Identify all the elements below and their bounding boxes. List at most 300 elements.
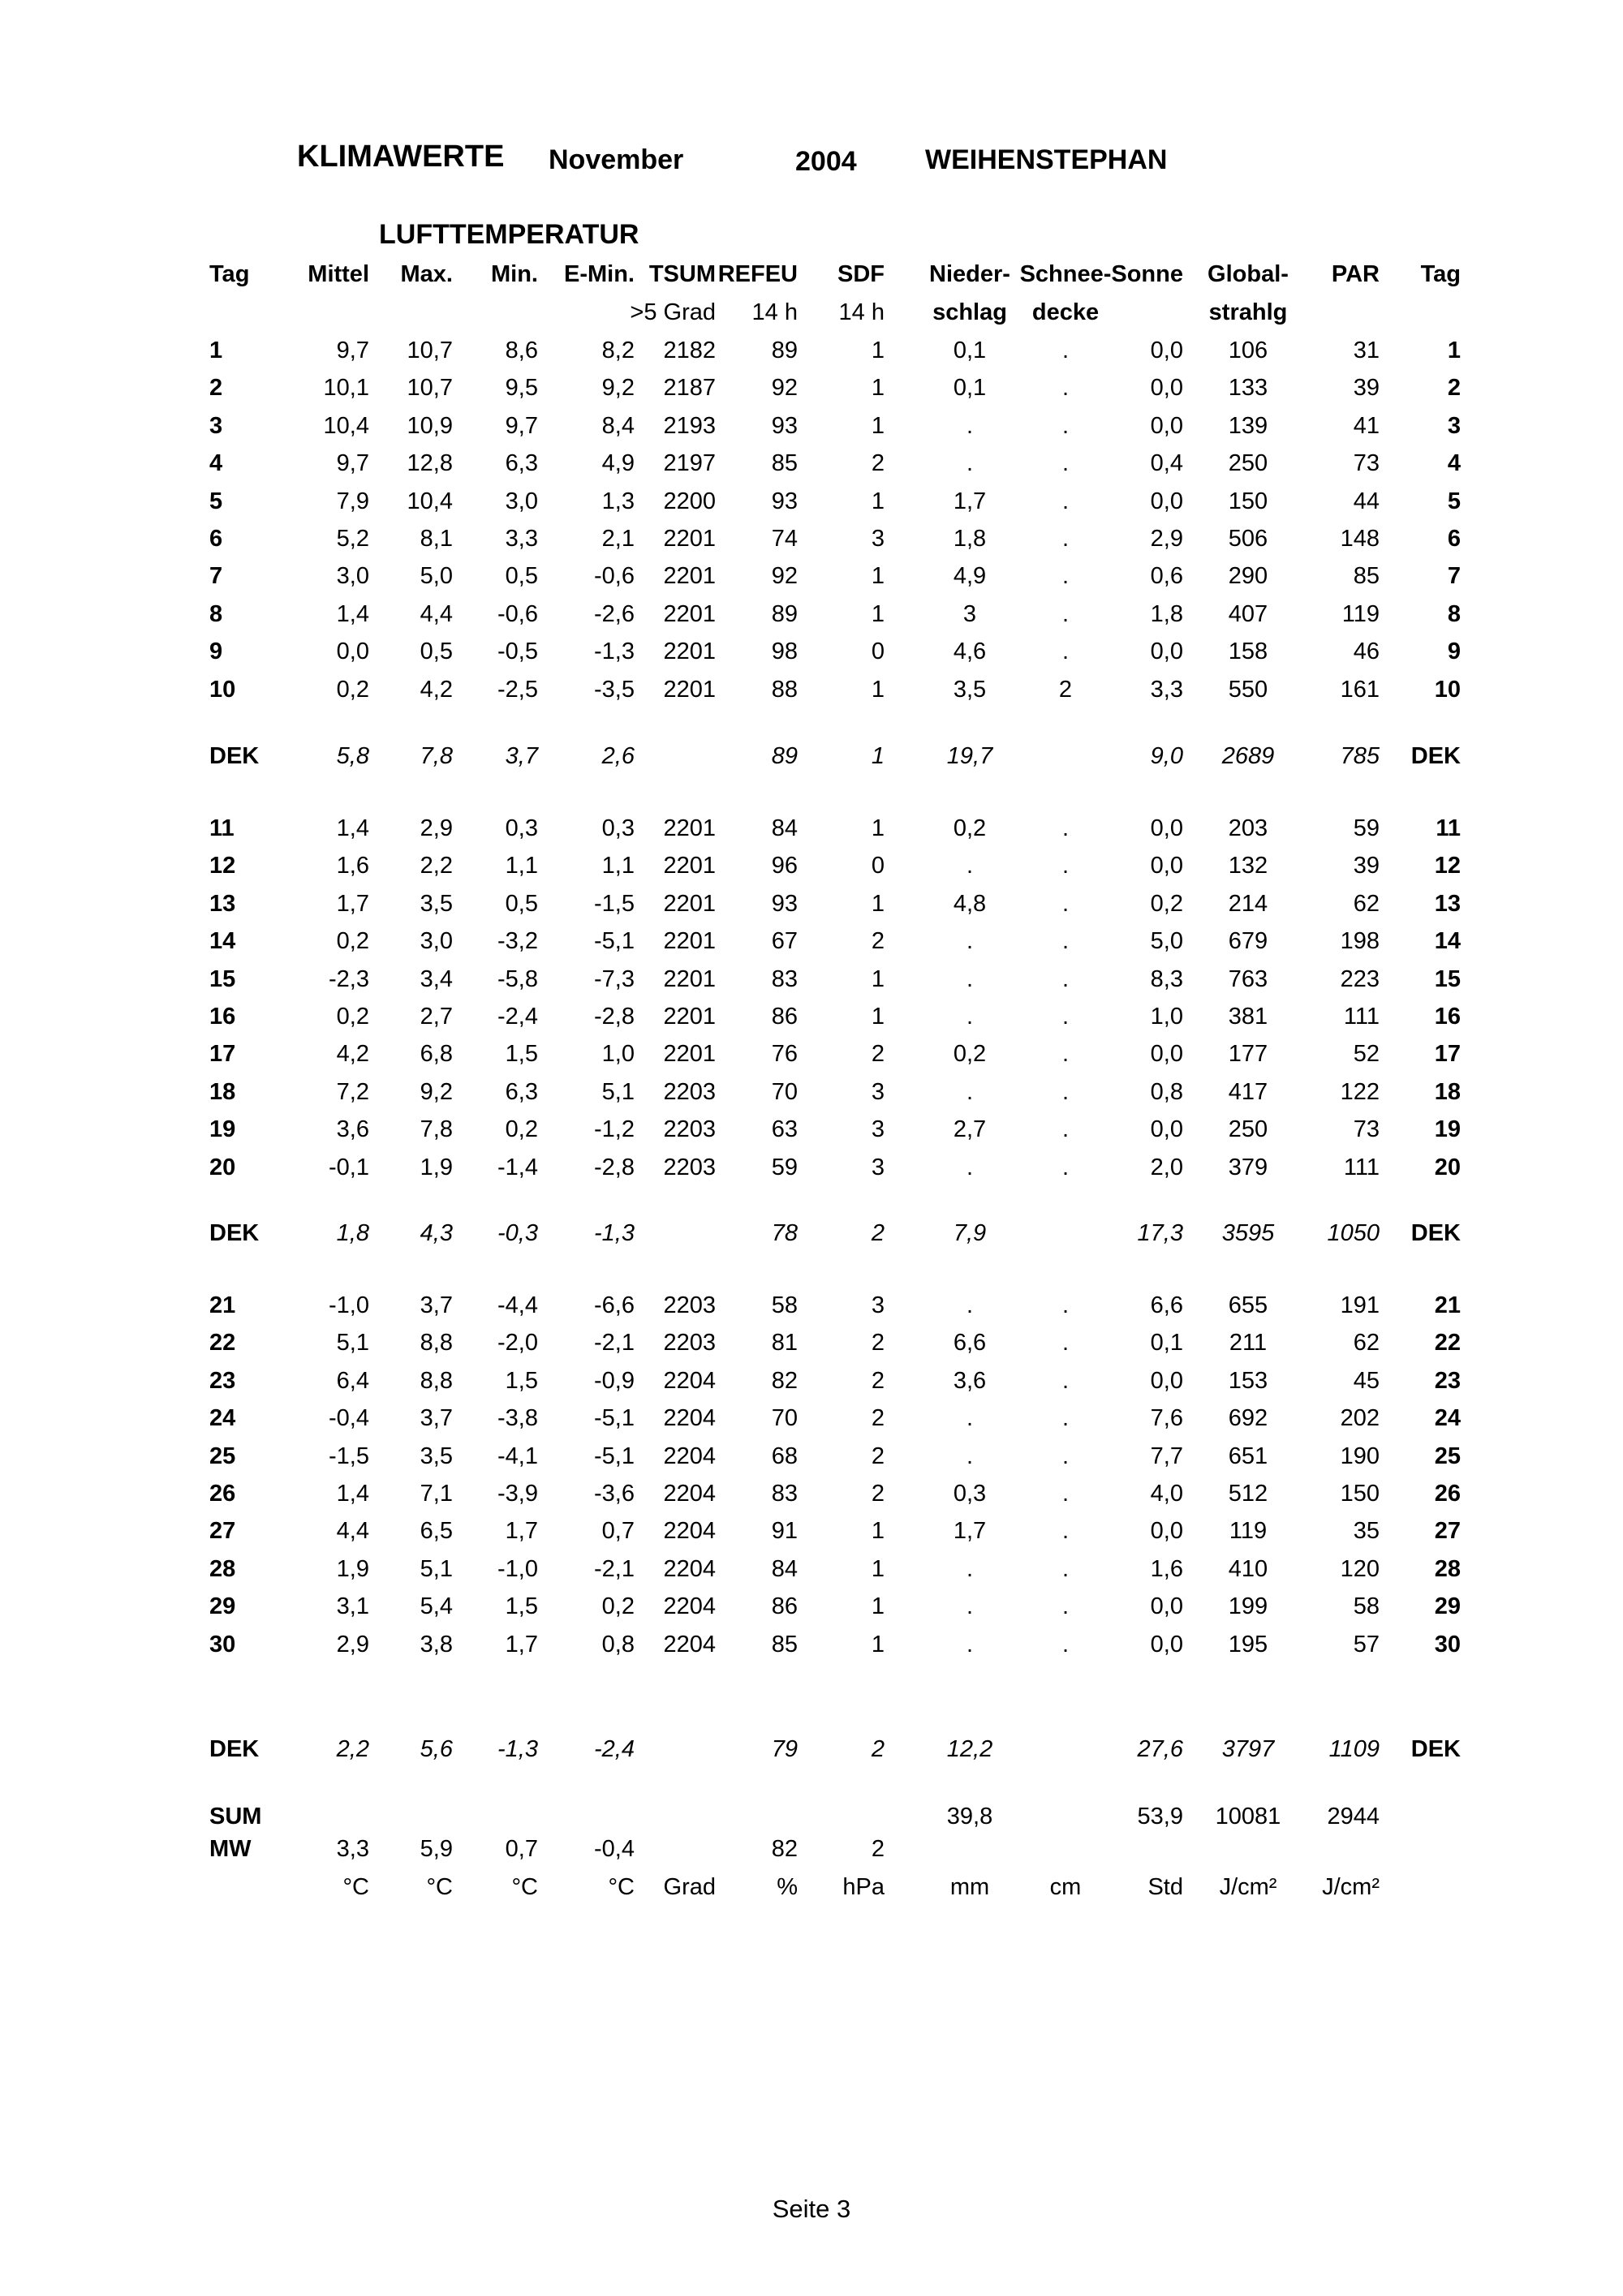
day-row-tsum: 2204 [663,1555,716,1582]
day-row-min: -2,5 [497,676,538,703]
day-row-min: 3,3 [505,526,538,552]
day-row-mittel: 1,6 [336,853,369,879]
day-row-max: 2,7 [420,1004,453,1030]
day-row-tag-right: 29 [1434,1593,1461,1620]
day-row-tag: 12 [209,853,236,879]
day-row-refeu: 88 [771,676,798,703]
day-row-emin: 0,3 [601,815,635,841]
day-row-schneedecke: . [1061,1330,1070,1357]
day-row-mittel: 1,9 [336,1555,369,1582]
header-max: Max. [400,261,453,287]
day-row-emin: -3,6 [594,1481,635,1507]
day-row-refeu: 83 [771,965,798,992]
day-row-sonne: 3,3 [1150,676,1183,703]
day-row-schneedecke: . [1061,1518,1070,1545]
day-row-emin: -2,8 [594,1154,635,1180]
day-row-tag-right: 8 [1447,600,1461,627]
dek-row-max: 4,3 [420,1220,453,1246]
day-row-niederschlag: . [966,1154,974,1180]
day-row-globalstrahlung: 679 [1228,928,1268,955]
day-row-niederschlag: 0,2 [953,1041,987,1068]
day-row-sonne: 0,0 [1150,638,1183,665]
day-row-max: 3,5 [420,890,453,917]
day-row-tsum: 2204 [663,1631,716,1658]
day-row-par: 57 [1353,1631,1380,1658]
day-row-refeu: 67 [771,928,798,955]
day-row-par: 190 [1340,1443,1380,1469]
day-row-tsum: 2203 [663,1116,716,1143]
day-row-emin: 0,8 [601,1631,635,1658]
day-row-sonne: 4,0 [1150,1481,1183,1507]
day-row-tsum: 2193 [663,412,716,439]
day-row-tag: 27 [209,1518,236,1545]
dek-row-par: 1050 [1327,1220,1380,1246]
day-row-min: 0,3 [505,815,538,841]
day-row-par: 45 [1353,1367,1380,1394]
day-row-tsum: 2201 [663,815,716,841]
day-row-refeu: 91 [771,1518,798,1545]
dek-row-niederschlag: 7,9 [953,1220,987,1246]
sum-row-par: 2944 [1327,1804,1380,1829]
dek-row-mittel: 1,8 [336,1220,369,1246]
day-row-tag-right: 23 [1434,1367,1461,1394]
day-row-par: 120 [1340,1555,1380,1582]
sum-row-tag: SUM [209,1804,262,1829]
day-row-par: 198 [1340,928,1380,955]
day-row-max: 7,8 [420,1116,453,1143]
day-row-tag-right: 28 [1434,1555,1461,1582]
day-row-globalstrahlung: 150 [1228,488,1268,514]
day-row-sdf: 1 [871,412,885,439]
dek-row-min: -0,3 [497,1220,538,1246]
day-row-tag-right: 26 [1434,1481,1461,1507]
day-row-globalstrahlung: 512 [1228,1481,1268,1507]
day-row-emin: -1,3 [594,638,635,665]
day-row-schneedecke: . [1061,965,1070,992]
day-row-sdf: 1 [871,563,885,590]
day-row-schneedecke: . [1061,600,1070,627]
day-row-tsum: 2204 [663,1443,716,1469]
dek-row-tag-right: DEK [1410,743,1461,769]
day-row-max: 6,8 [420,1041,453,1068]
day-row-max: 3,8 [420,1631,453,1658]
day-row-mittel: -2,3 [329,965,369,992]
day-row-tag-right: 17 [1434,1041,1461,1068]
day-row-tag: 8 [209,600,223,627]
day-row-par: 202 [1340,1405,1380,1432]
day-row-schneedecke: . [1061,488,1070,514]
day-row-sdf: 1 [871,676,885,703]
day-row-schneedecke: . [1061,1631,1070,1658]
day-row-emin: -1,5 [594,890,635,917]
day-row-min: -4,4 [497,1292,538,1318]
day-row-min: 9,5 [505,375,538,402]
day-row-sonne: 1,8 [1150,600,1183,627]
day-row-refeu: 92 [771,563,798,590]
day-row-emin: -5,1 [594,1405,635,1432]
unit-sonne: Std [1147,1874,1183,1900]
header-tag-right: Tag [1420,261,1461,287]
day-row-mittel: -1,5 [329,1443,369,1469]
day-row-schneedecke: . [1061,928,1070,955]
header-refeu: REFEU [717,261,798,287]
day-row-tag-right: 9 [1447,638,1461,665]
section-title: LUFTTEMPERATUR [379,219,639,250]
day-row-mittel: 7,9 [336,488,369,514]
day-row-max: 10,9 [407,412,453,439]
day-row-globalstrahlung: 195 [1228,1631,1268,1658]
day-row-tag-right: 14 [1434,928,1461,955]
day-row-sdf: 1 [871,1631,885,1658]
day-row-mittel: 4,2 [336,1041,369,1068]
day-row-max: 8,8 [420,1330,453,1357]
day-row-tag-right: 24 [1434,1405,1461,1432]
day-row-tsum: 2197 [663,450,716,477]
day-row-tag-right: 6 [1447,526,1461,552]
day-row-refeu: 74 [771,526,798,552]
day-row-max: 9,2 [420,1078,453,1105]
day-row-tag: 1 [209,338,223,363]
day-row-max: 2,9 [420,815,453,841]
day-row-sdf: 0 [871,853,885,879]
day-row-min: -0,5 [497,638,538,665]
day-row-tsum: 2201 [663,563,716,590]
day-row-schneedecke: . [1061,890,1070,917]
day-row-emin: 8,4 [601,412,635,439]
day-row-niederschlag: . [966,928,974,955]
dek-row-niederschlag: 12,2 [946,1736,993,1762]
day-row-globalstrahlung: 407 [1228,600,1268,627]
dek-row-sonne: 17,3 [1137,1220,1183,1246]
day-row-niederschlag: 0,1 [953,375,987,402]
day-row-globalstrahlung: 177 [1228,1041,1268,1068]
station-name: WEIHENSTEPHAN [925,144,1168,175]
header-niederschlag: Nieder- [929,261,1010,287]
day-row-sdf: 2 [871,1481,885,1507]
day-row-tag: 9 [209,638,223,665]
day-row-min: -1,4 [497,1154,538,1180]
day-row-schneedecke: . [1061,375,1070,402]
day-row-max: 3,7 [420,1292,453,1318]
day-row-tag-right: 27 [1434,1518,1461,1545]
day-row-tsum: 2204 [663,1593,716,1620]
day-row-sdf: 1 [871,890,885,917]
day-row-schneedecke: . [1061,1116,1070,1143]
day-row-sonne: 5,0 [1150,928,1183,955]
day-row-tag: 3 [209,412,223,439]
day-row-tsum: 2203 [663,1154,716,1180]
day-row-sdf: 1 [871,1593,885,1620]
day-row-sonne: 1,6 [1150,1555,1183,1582]
day-row-sdf: 1 [871,1518,885,1545]
day-row-min: 1,1 [505,853,538,879]
unit-globalstrahlung: J/cm² [1219,1874,1277,1900]
unit-min: °C [511,1874,538,1900]
day-row-min: 1,5 [505,1593,538,1620]
dek-row-refeu: 78 [771,1220,798,1246]
day-row-max: 4,4 [420,600,453,627]
day-row-tsum: 2201 [663,1041,716,1068]
day-row-tag: 22 [209,1330,236,1357]
day-row-sdf: 2 [871,1443,885,1469]
dek-row-min: -1,3 [497,1736,538,1762]
header-par: PAR [1331,261,1380,287]
day-row-schneedecke: . [1061,1004,1070,1030]
day-row-niederschlag: 4,8 [953,890,987,917]
day-row-tsum: 2187 [663,375,716,402]
day-row-refeu: 63 [771,1116,798,1143]
day-row-emin: 9,2 [601,375,635,402]
day-row-mittel: -1,0 [329,1292,369,1318]
unit-sdf: hPa [842,1874,885,1900]
day-row-refeu: 70 [771,1078,798,1105]
day-row-min: -0,6 [497,600,538,627]
day-row-niederschlag: 1,8 [953,526,987,552]
dek-row-min: 3,7 [505,743,538,769]
day-row-mittel: 0,2 [336,1004,369,1030]
day-row-tag: 4 [209,450,223,477]
day-row-par: 148 [1340,526,1380,552]
day-row-mittel: 0,0 [336,638,369,665]
day-row-min: 1,5 [505,1367,538,1394]
day-row-par: 119 [1341,600,1380,627]
unit-niederschlag: mm [949,1874,990,1900]
day-row-emin: -0,6 [594,563,635,590]
day-row-sonne: 2,0 [1150,1154,1183,1180]
day-row-min: -4,1 [497,1443,538,1469]
day-row-refeu: 93 [771,890,798,917]
header-sonne: Sonne [1111,261,1183,287]
day-row-globalstrahlung: 133 [1228,375,1268,402]
day-row-niederschlag: 2,7 [953,1116,987,1143]
day-row-par: 85 [1353,563,1380,590]
header-tsum: TSUM [648,261,716,287]
day-row-min: -5,8 [497,965,538,992]
dek-row-refeu: 79 [771,1736,798,1762]
unit-par: J/cm² [1322,1874,1380,1900]
day-row-min: 0,2 [505,1116,538,1143]
day-row-niederschlag: . [966,1078,974,1105]
day-row-schneedecke: . [1061,563,1070,590]
day-row-min: 8,6 [505,338,538,363]
day-row-tag-right: 5 [1447,488,1461,514]
mw-row-min: 0,7 [505,1836,538,1862]
day-row-min: 6,3 [505,450,538,477]
day-row-niederschlag: . [966,1443,974,1469]
report-month: November [549,144,684,175]
day-row-tag-right: 15 [1434,965,1461,992]
day-row-tsum: 2203 [663,1330,716,1357]
day-row-par: 59 [1353,815,1380,841]
day-row-tag: 14 [209,928,236,955]
day-row-min: 1,5 [505,1041,538,1068]
day-row-tag: 17 [209,1041,236,1068]
day-row-globalstrahlung: 199 [1228,1593,1268,1620]
dek-row-globalstrahlung: 3595 [1221,1220,1275,1246]
day-row-sonne: 0,0 [1150,412,1183,439]
dek-row-mittel: 5,8 [336,743,369,769]
day-row-sdf: 2 [871,1367,885,1394]
day-row-sonne: 0,1 [1150,1330,1183,1357]
day-row-tag-right: 25 [1434,1443,1461,1469]
day-row-tag-right: 22 [1434,1330,1461,1357]
day-row-tag: 7 [209,563,223,590]
day-row-par: 150 [1340,1481,1380,1507]
day-row-niederschlag: . [966,1631,974,1658]
day-row-sonne: 0,8 [1150,1078,1183,1105]
dek-row-globalstrahlung: 3797 [1221,1736,1275,1762]
day-row-globalstrahlung: 250 [1228,450,1268,477]
day-row-niederschlag: 0,1 [953,338,987,363]
day-row-max: 10,4 [407,488,453,514]
day-row-refeu: 81 [771,1330,798,1357]
day-row-max: 3,5 [420,1443,453,1469]
day-row-tag-right: 13 [1434,890,1461,917]
report-year: 2004 [795,146,857,177]
day-row-sonne: 2,9 [1150,526,1183,552]
day-row-min: -2,0 [497,1330,538,1357]
sum-row-niederschlag: 39,8 [946,1804,993,1829]
day-row-emin: -5,1 [594,1443,635,1469]
header-min: Min. [491,261,538,287]
day-row-mittel: 4,4 [336,1518,369,1545]
day-row-emin: -2,1 [594,1330,635,1357]
day-row-tag-right: 16 [1434,1004,1461,1030]
day-row-tsum: 2201 [663,853,716,879]
day-row-sdf: 2 [871,1330,885,1357]
day-row-min: -2,4 [497,1004,538,1030]
day-row-sonne: 0,0 [1150,1116,1183,1143]
header-sub-sdf: 14 h [838,299,885,325]
day-row-refeu: 85 [771,1631,798,1658]
day-row-tsum: 2201 [663,1004,716,1030]
day-row-mittel: 1,4 [336,600,369,627]
day-row-schneedecke: . [1061,1078,1070,1105]
day-row-sonne: 0,0 [1150,1631,1183,1658]
day-row-schneedecke: . [1061,815,1070,841]
day-row-niederschlag: . [966,1593,974,1620]
day-row-tag-right: 4 [1447,450,1461,477]
dek-row-refeu: 89 [771,743,798,769]
day-row-tsum: 2182 [663,338,716,363]
dek-row-sonne: 27,6 [1137,1736,1183,1762]
day-row-globalstrahlung: 417 [1228,1078,1268,1105]
day-row-sonne: 0,0 [1150,1518,1183,1545]
day-row-tag-right: 2 [1447,375,1461,402]
day-row-sonne: 0,0 [1150,488,1183,514]
day-row-refeu: 98 [771,638,798,665]
day-row-max: 7,1 [420,1481,453,1507]
day-row-refeu: 59 [771,1154,798,1180]
day-row-sdf: 2 [871,450,885,477]
day-row-sdf: 0 [871,638,885,665]
day-row-niederschlag: . [966,1405,974,1432]
day-row-tag-right: 21 [1434,1292,1461,1318]
day-row-globalstrahlung: 655 [1228,1292,1268,1318]
day-row-tag: 24 [209,1405,236,1432]
unit-schneedecke: cm [1049,1874,1082,1900]
day-row-schneedecke: . [1061,1367,1070,1394]
day-row-niederschlag: . [966,1004,974,1030]
day-row-tag: 18 [209,1078,236,1105]
day-row-min: 3,0 [505,488,538,514]
dek-row-tag: DEK [209,1736,260,1762]
day-row-emin: -2,8 [594,1004,635,1030]
day-row-max: 10,7 [407,338,453,363]
day-row-emin: -7,3 [594,965,635,992]
day-row-globalstrahlung: 158 [1228,638,1268,665]
day-row-tag: 15 [209,965,236,992]
dek-row-par: 1109 [1328,1736,1380,1762]
day-row-emin: -5,1 [594,928,635,955]
day-row-tag: 13 [209,890,236,917]
day-row-max: 6,5 [420,1518,453,1545]
day-row-sdf: 3 [871,1078,885,1105]
day-row-mittel: 10,1 [323,375,369,402]
day-row-sonne: 0,2 [1150,890,1183,917]
day-row-niederschlag: 4,6 [953,638,987,665]
dek-row-tag-right: DEK [1410,1736,1461,1762]
day-row-globalstrahlung: 290 [1228,563,1268,590]
dek-row-tag: DEK [209,743,260,769]
day-row-refeu: 86 [771,1004,798,1030]
dek-row-par: 785 [1340,743,1380,769]
day-row-niederschlag: . [966,965,974,992]
day-row-min: 0,5 [505,563,538,590]
day-row-max: 8,8 [420,1367,453,1394]
report-title: KLIMAWERTE [297,140,505,174]
day-row-tag: 21 [209,1292,236,1318]
day-row-schneedecke: . [1061,338,1070,363]
day-row-tag: 16 [209,1004,236,1030]
day-row-globalstrahlung: 132 [1228,853,1268,879]
day-row-globalstrahlung: 379 [1228,1154,1268,1180]
day-row-globalstrahlung: 550 [1228,676,1268,703]
mw-row-mittel: 3,3 [336,1836,369,1862]
day-row-mittel: -0,1 [329,1154,369,1180]
day-row-par: 44 [1353,488,1380,514]
header-globalstrahlung: Global- [1208,261,1289,287]
day-row-sdf: 1 [871,1004,885,1030]
day-row-tsum: 2204 [663,1481,716,1507]
dek-row-max: 7,8 [420,743,453,769]
day-row-max: 3,4 [420,965,453,992]
day-row-mittel: 7,2 [336,1078,369,1105]
day-row-sonne: 6,6 [1150,1292,1183,1318]
day-row-par: 62 [1353,890,1380,917]
day-row-emin: 2,1 [601,526,635,552]
day-row-par: 191 [1340,1292,1380,1318]
day-row-globalstrahlung: 106 [1228,338,1268,363]
day-row-emin: 5,1 [601,1078,635,1105]
day-row-min: 1,7 [505,1631,538,1658]
day-row-sdf: 3 [871,526,885,552]
mw-row-max: 5,9 [420,1836,453,1862]
day-row-mittel: 6,4 [336,1367,369,1394]
day-row-niederschlag: 0,3 [953,1481,987,1507]
day-row-max: 1,9 [420,1154,453,1180]
mw-row-refeu: 82 [771,1836,798,1862]
day-row-mittel: 3,0 [336,563,369,590]
day-row-tag-right: 12 [1434,853,1461,879]
header-sub-schneedecke: decke [1031,299,1100,325]
day-row-refeu: 89 [771,338,798,363]
day-row-min: 9,7 [505,412,538,439]
day-row-par: 31 [1353,338,1380,363]
day-row-emin: 0,2 [601,1593,635,1620]
day-row-globalstrahlung: 692 [1228,1405,1268,1432]
header-sdf: SDF [837,261,885,287]
